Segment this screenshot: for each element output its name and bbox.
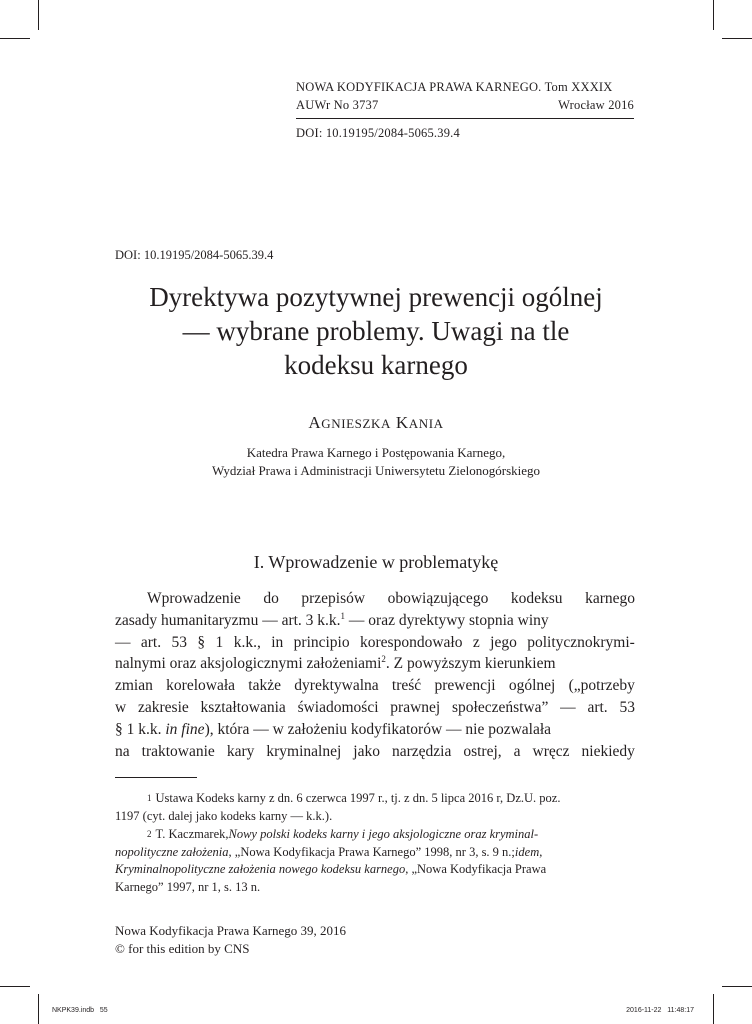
crop-mark-bottom-left-vertical xyxy=(38,994,39,1024)
title-line: kodeksu karnego xyxy=(284,350,468,380)
crop-mark-bottom-left-horizontal xyxy=(0,986,30,987)
footnote-line: 1197 (cyt. dalej jako kodeks karny — k.k.). xyxy=(115,808,333,823)
footnote-line: nopolityczne założenia , „Nowa Kodyfikacja Prawa Karnego” 1998, nr 3, s. 9 n.; idem , xyxy=(115,844,543,859)
crop-mark-top-left-horizontal xyxy=(0,38,30,39)
article-doi: DOI: 10.19195/2084-5065.39.4 xyxy=(115,248,274,262)
footnote-line: Karnego” 1997, nr 1, s. 13 n. xyxy=(115,879,261,894)
affiliation-line: Wydział Prawa i Administracji Uniwersytetu Zielonogórskiego xyxy=(211,463,541,478)
header-rule xyxy=(296,118,634,119)
article-title xyxy=(60,280,692,382)
crop-mark-top-right-horizontal xyxy=(722,38,752,39)
body-line: w zakresie kształtowania świadomości prawnej społeczeństwa” — art. 53 xyxy=(115,698,635,716)
footnote-ref[interactable]: 1 xyxy=(340,610,346,621)
author-affiliation xyxy=(0,444,752,480)
footer-journal: Nowa Kodyfikacja Prawa Karnego 39, 2016 xyxy=(115,923,347,938)
section-heading: I. Wprowadzenie w problematykę xyxy=(253,552,499,572)
crop-mark-top-right-vertical xyxy=(713,0,714,30)
page-footer xyxy=(115,922,346,958)
body-paragraph xyxy=(115,588,635,762)
footnote-separator xyxy=(115,777,197,778)
header-doi: DOI: 10.19195/2084-5065.39.4 xyxy=(296,126,460,140)
place-year: Wrocław 2016 xyxy=(558,98,634,112)
auwr-number: AUWr No 3737 xyxy=(296,98,379,112)
body-line: — art. 53 § 1 k.k., in principio korespondowało z jego politycznokrymi- xyxy=(115,633,635,651)
body-line: zmian korelowała także dyrektywalna treść prewencji ogólnej („potrzeby xyxy=(115,677,635,695)
body-line: na traktowanie kary kryminalnej jako narzędzia ostrej, a wręcz niekiedy xyxy=(115,742,635,760)
slug-timestamp: 2016-11-22 11:48:17 xyxy=(626,1007,694,1014)
footnote-mark: 1 xyxy=(147,793,152,803)
journal-header: NOWA KODYFIKACJA PRAWA KARNEGO. Tom XXXIX xyxy=(296,80,613,94)
footnote-line: 2 T. Kaczmarek, Nowy polski kodeks karny i jego aksjologiczne oraz kryminal- xyxy=(115,826,635,844)
footnote-mark: 2 xyxy=(147,829,152,839)
author-name: AGNIESZKA KANIA xyxy=(308,413,444,432)
crop-mark-top-left-vertical xyxy=(38,0,39,30)
footnote-2 xyxy=(115,826,635,896)
body-line: § 1 k.k. in fine), która — w założeniu kodyfikatorów — nie pozwalała xyxy=(115,720,552,738)
footnote-line: 1 Ustawa Kodeks karny z dn. 6 czerwca 1997 r., tj. z dn. 5 lipca 2016 r, Dz.U. poz. xyxy=(115,790,635,808)
footnote-line: Kryminalnopolityczne założenia nowego kodeksu karnego , „Nowa Kodyfikacja Prawa xyxy=(115,862,547,876)
crop-mark-bottom-right-vertical xyxy=(713,994,714,1024)
footnote-ref[interactable]: 2 xyxy=(381,654,386,665)
footnote-1 xyxy=(115,790,635,825)
body-line: zasady humanitaryzmu — art. 3 k.k.$^1$ — oraz dyrektywy stopnia winy xyxy=(115,610,549,629)
body-line: nalnymi oraz aksjologicznymi założeniami$^2$. Z powyższym kierunkiem xyxy=(115,654,556,673)
footer-copyright: © for this edition by CNS xyxy=(115,941,250,956)
body-line: Wprowadzenie do przepisów obowiązującego kodeksu karnego xyxy=(147,590,635,607)
affiliation-line: Katedra Prawa Karnego i Postępowania Karnego, xyxy=(246,445,506,460)
crop-mark-bottom-right-horizontal xyxy=(722,986,752,987)
slug-filename: NKPK39.indb 55 xyxy=(52,1007,108,1014)
title-line: Dyrektywa pozytywnej prewencji ogólnej xyxy=(149,282,603,312)
title-line: — wybrane problemy. Uwagi na tle xyxy=(182,316,570,346)
